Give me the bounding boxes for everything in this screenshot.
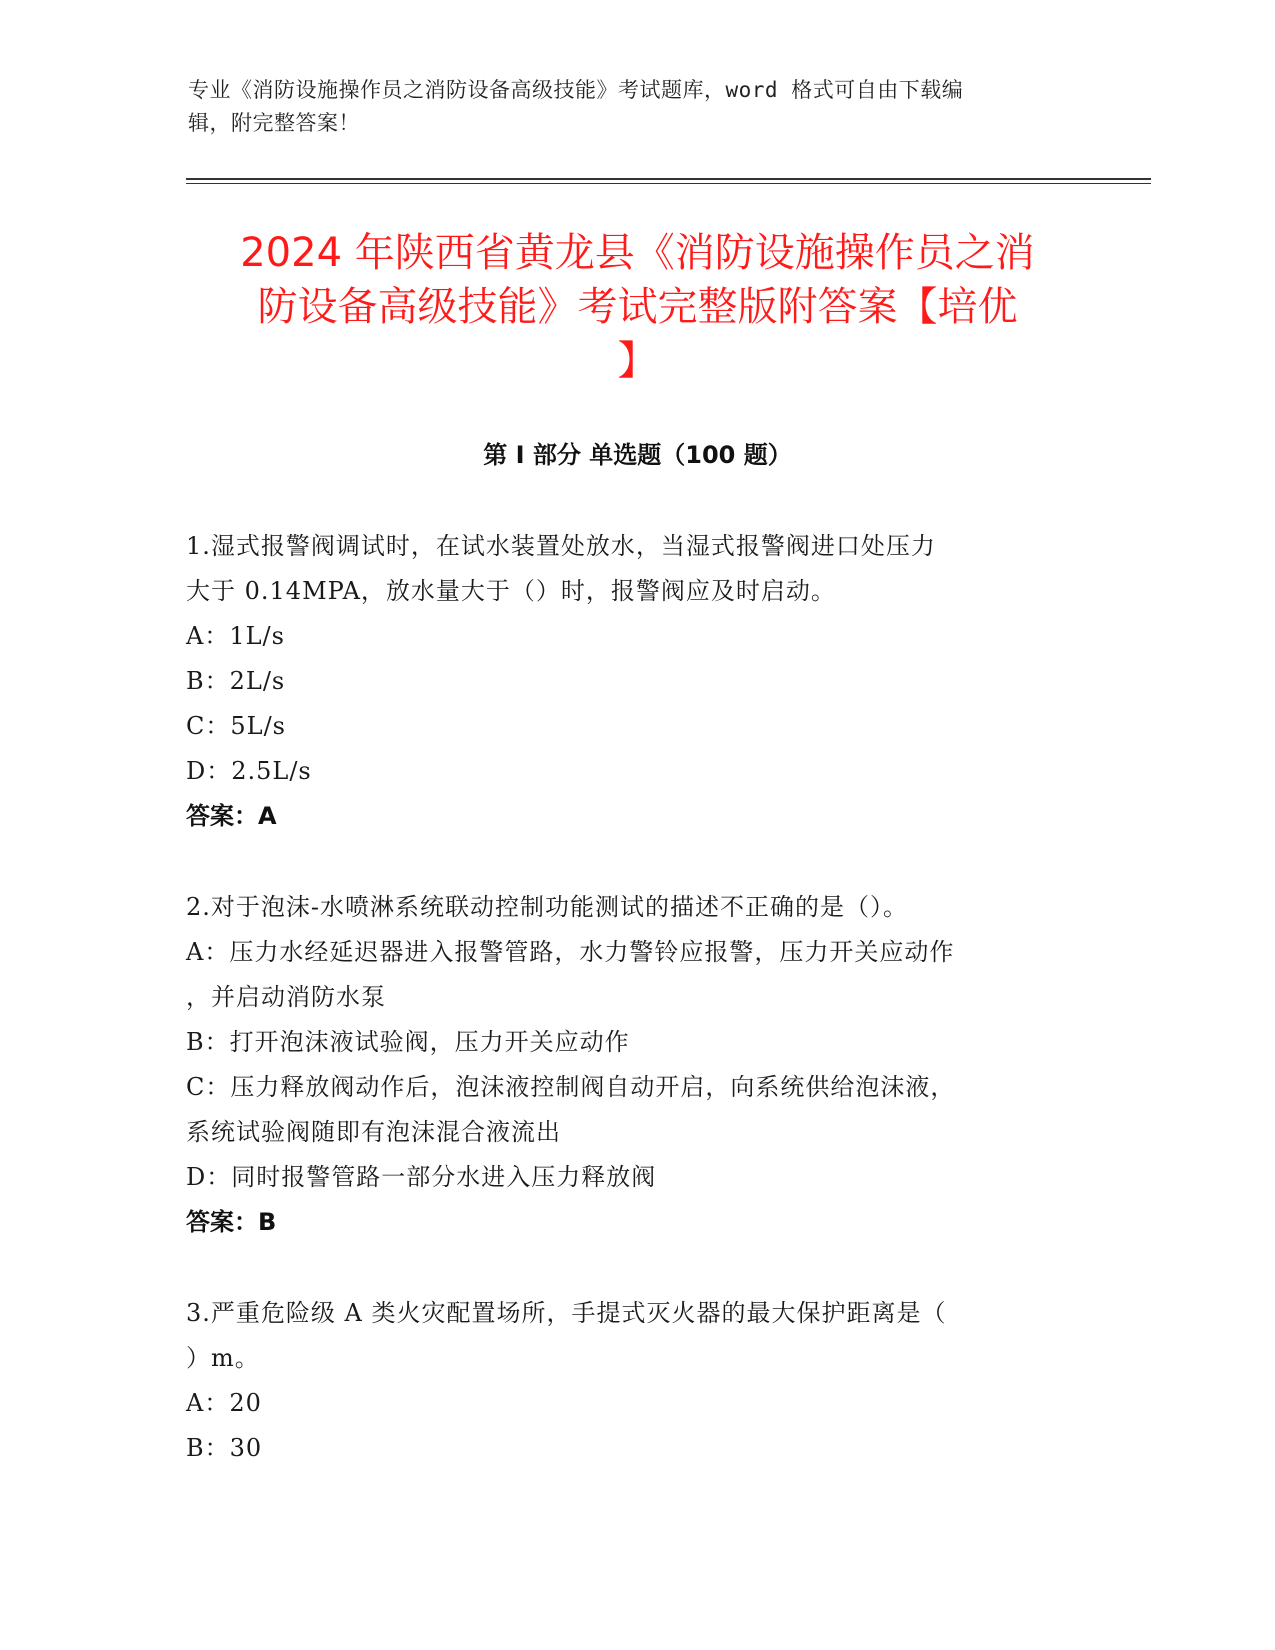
question-option: C：5L/s (186, 712, 286, 740)
question-stem: 1.湿式报警阀调试时，在试水装置处放水，当湿式报警阀进口处压力 (186, 532, 936, 560)
question-item (186, 1291, 1066, 1471)
question-option: B：打开泡沫液试验阀，压力开关应动作 (186, 1028, 630, 1056)
header-divider-thin (186, 183, 1151, 184)
question-option: C：压力释放阀动作后，泡沫液控制阀自动开启，向系统供给泡沫液， (186, 1073, 956, 1101)
question-option: 系统试验阀随即有泡沫混合液流出 (186, 1118, 561, 1146)
question-answer: 答案：A (186, 802, 277, 830)
question-stem: ）m。 (186, 1344, 260, 1372)
document-title-line: 防设备高级技能》考试完整版附答案【培优 (257, 284, 1018, 330)
question-stem: 2.对于泡沫-水喷淋系统联动控制功能测试的描述不正确的是（）。 (186, 893, 909, 921)
header-note-line: 辑，附完整答案！ (188, 111, 360, 135)
question-stem: 大于 0.14MPA，放水量大于（）时，报警阀应及时启动。 (186, 577, 836, 605)
question-option: A：1L/s (186, 622, 285, 650)
question-option: B：2L/s (186, 667, 286, 695)
question-option: ，并启动消防水泵 (186, 983, 386, 1011)
question-option: B：30 (186, 1434, 263, 1462)
question-item (186, 885, 1066, 1245)
document-title (170, 226, 1105, 388)
question-option: D：同时报警管路一部分水进入压力释放阀 (186, 1163, 657, 1191)
document-title-line: 】 (617, 338, 658, 384)
question-option: A：20 (186, 1389, 262, 1417)
question-stem: 3.严重危险级 A 类火灾配置场所，手提式灭火器的最大保护距离是（ (186, 1299, 947, 1327)
document-title-line: 2024 年陕西省黄龙县《消防设施操作员之消 (240, 230, 1035, 276)
question-list (186, 524, 1066, 1517)
question-option: A：压力水经延迟器进入报警管路，水力警铃应报警，压力开关应动作 (186, 938, 955, 966)
question-option: D：2.5L/s (186, 757, 312, 785)
header-note-line: 专业《消防设施操作员之消防设备高级技能》考试题库，word 格式可自由下载编 (188, 78, 964, 102)
section-heading: 第 I 部分 单选题（100 题） (483, 441, 792, 469)
header-divider (186, 178, 1151, 180)
question-item (186, 524, 1066, 839)
question-answer: 答案：B (186, 1208, 277, 1236)
header-note (188, 74, 1068, 140)
